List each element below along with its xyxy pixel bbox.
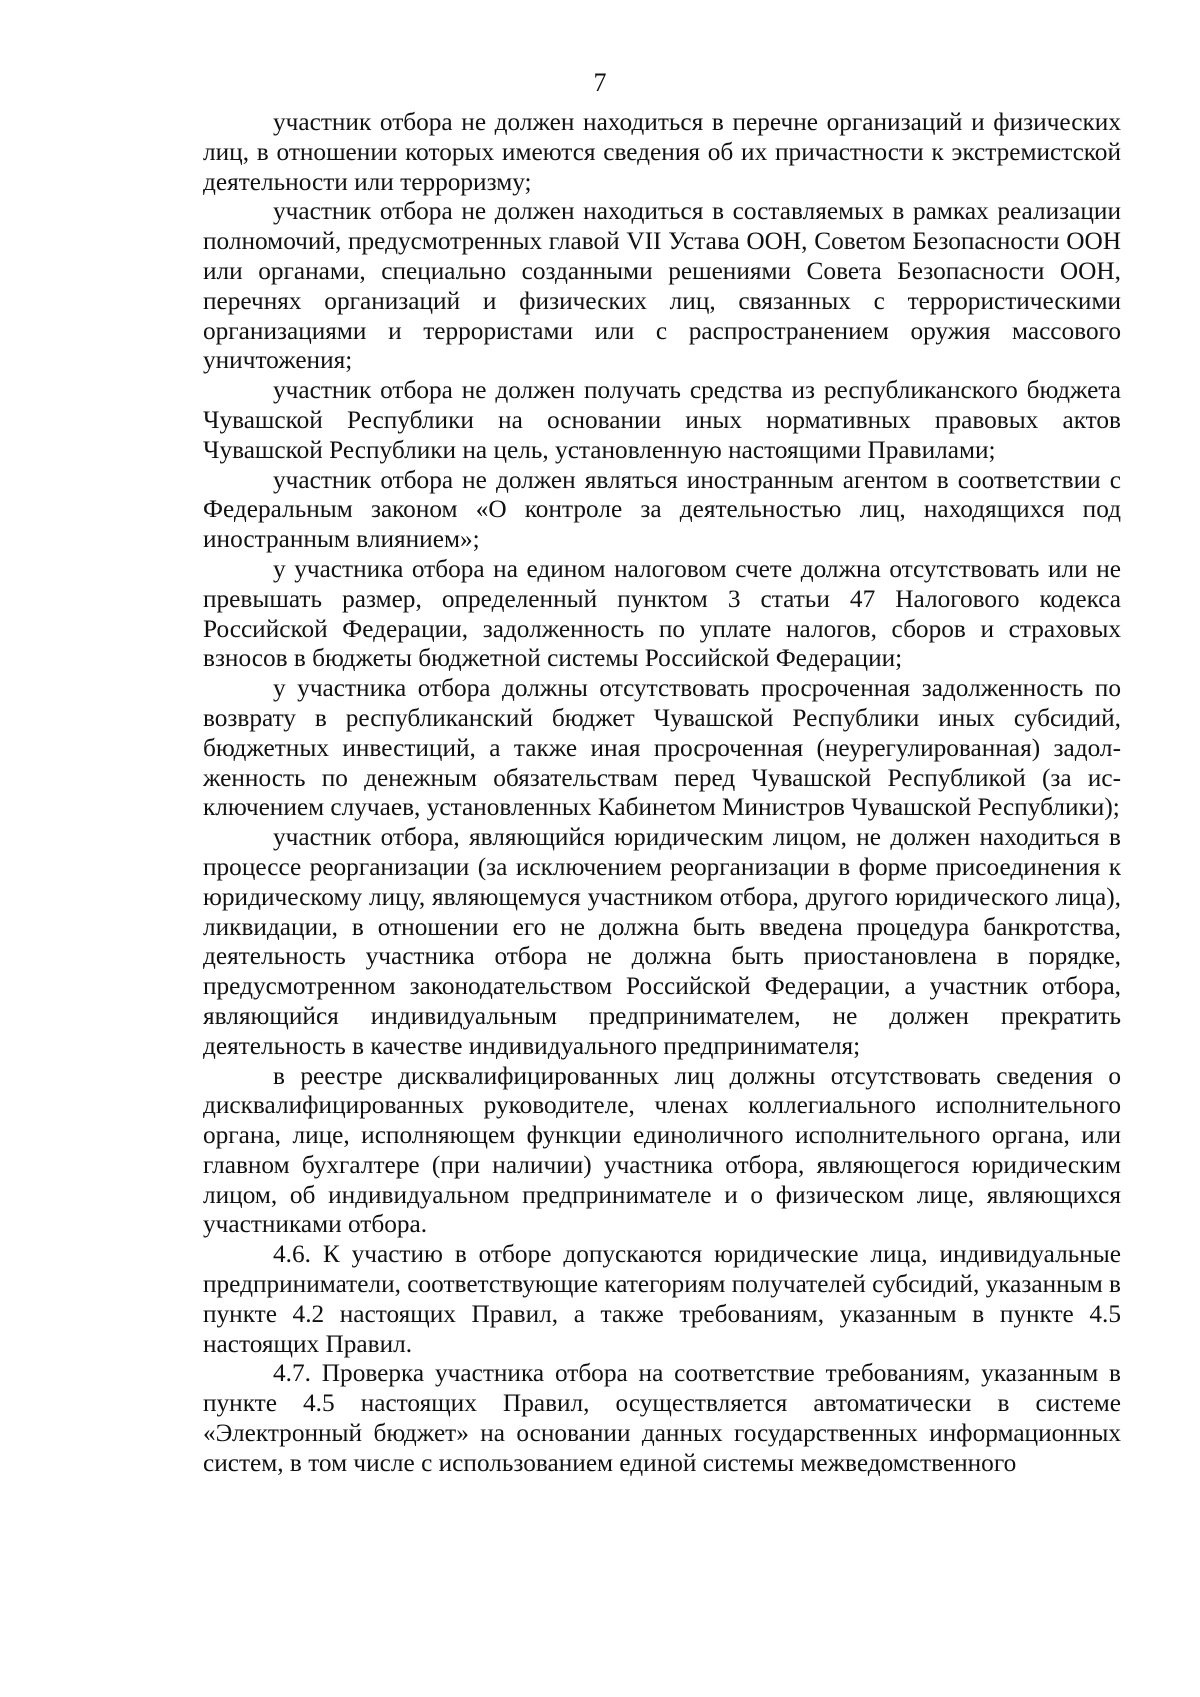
paragraph: 4.6. К участию в отборе допускаются юридические лица, индивидуальные предприниматели, соответствующие категориям получателей субсидий, указанным в пункте 4.2 настоящих Правил, а также требованиям, указанным в пункте 4.5 настоящих Правил. xyxy=(203,1240,1121,1358)
paragraph: у участника отбора на едином налоговом счете должна отсутствовать или не превышать размер, определенный пунктом 3 статьи 47 Налогового кодекса Российской Федерации, задолженность по уплате налогов, сборов и страховых взносов в бюджеты бюджетной системы Российской Федерации; xyxy=(203,554,1121,673)
page-number: 7 xyxy=(593,68,607,97)
paragraph: участник отбора не должен являться иностранным агентом в соответствии с Федеральным законом «О контроле за деятельностью лиц, находящихся под иностранным влиянием»; xyxy=(203,465,1121,554)
paragraph: участник отбора не должен получать средства из республиканского бюджета Чувашской Республики на основании иных нормативных правовых актов Чувашской Республики на цель, установленную настоящими Правилами; xyxy=(203,376,1121,464)
paragraph: участник отбора не должен находиться в перечне организаций и физических лиц, в отношении которых имеются сведения об их причастности к экстремистской деятельности или терроризму; xyxy=(203,108,1121,196)
paragraph: у участника отбора должны отсутствовать просроченная задолженность по возврату в республиканский бюджет Чувашской Республики иных субсидий, бюджетных инвестиций, а также иная просроченная (неурегулированная) задолженность по денежным обязательствам перед Чувашской Республикой (за исключением случаев, установленных Кабинетом Министров Чувашской Республики); xyxy=(203,674,1121,822)
paragraph: в реестре дисквалифицированных лиц должны отсутствовать сведения о дисквалифицированных руководителе, членах коллегиального исполнительного органа, лице, исполняющем функции единоличного исполнительного органа, или главном бухгалтере (при наличии) участника отбора, являющегося юридическим лицом, об индивидуальном предпринимателе и о физическом лице, являющихся участниками отбора. xyxy=(203,1061,1121,1239)
paragraph: участник отбора, являющийся юридическим лицом, не должен находиться в процессе реорганизации (за исключением реорганизации в форме присоединения к юридическому лицу, являющемуся участником отбора, другого юридического лица), ликвидации, в отношении его не должна быть введена процедура банкротства, деятельность участника отбора не должна быть приостановлена в порядке, предусмотренном законодательством Российской Федерации, а участник отбора, являющийся индивидуальным предпринимателем, не должен прекратить деятельность в качестве индивидуального предпринимателя; xyxy=(203,823,1121,1060)
paragraph: участник отбора не должен находиться в составляемых в рамках реализации полномочий, предусмотренных главой VII Устава ООН, Советом Безопасности ООН или органами, специально созданными решениями Совета Безопасности ООН, перечнях организаций и физических лиц, связанных с террористическими организациями и террористами или с распространением оружия массового уничтожения; xyxy=(203,197,1121,375)
paragraph: 4.7. Проверка участника отбора на соответствие требованиям, указанным в пункте 4.5 настоящих Правил, осуществляется автоматически в системе «Электронный бюджет» на основании данных государственных информационных систем, в том числе с использованием единой системы межведомственного xyxy=(203,1359,1121,1477)
document-body xyxy=(203,108,1121,1479)
